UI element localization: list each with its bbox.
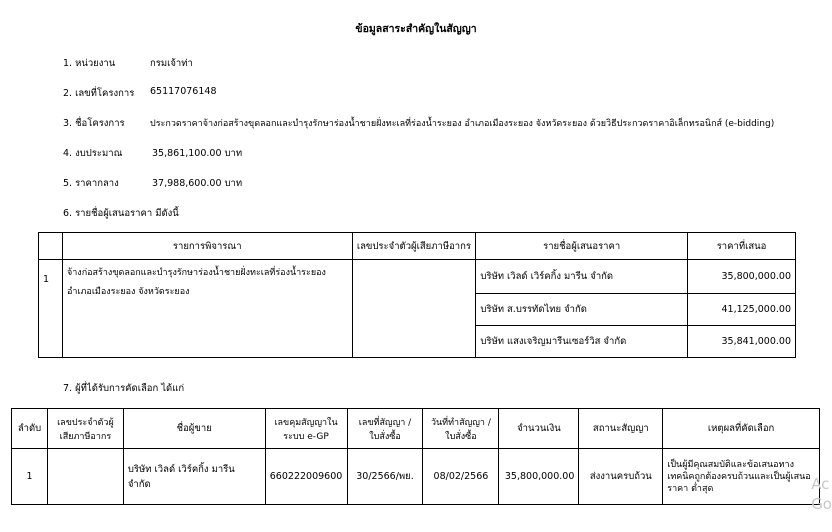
header-cell: จำนวนเงิน	[499, 409, 579, 449]
activation-watermark	[811, 474, 832, 514]
field-value: 35,861,100.00 บาท	[152, 148, 243, 159]
header-cell: เลขประจำตัวผู้เสียภาษีอากร	[47, 409, 123, 449]
header-cell: ลำดับ	[12, 409, 48, 449]
header-cell: เลขที่สัญญา / ใบสั่งซื้อ	[347, 409, 423, 449]
bidder-price: 35,800,000.00	[688, 260, 796, 294]
selection-reason: เป็นผู้มีคุณสมบัติและข้อเสนอทางเทคนิคถูกต้องครบถ้วนและเป็นผู้เสนอราคา ต่ำสุด	[663, 449, 820, 505]
tax-id-cell	[47, 449, 123, 505]
field-label: 5. ราคากลาง	[63, 178, 119, 189]
row-number: 1	[12, 449, 48, 505]
contract-amount: 35,800,000.00	[499, 449, 579, 505]
vendor-name: บริษัท เวิลด์ เวิร์คกิ้ง มารีน จำกัด	[123, 449, 265, 505]
field-value: 37,988,600.00 บาท	[152, 178, 243, 189]
header-cell: เลขคุมสัญญาในระบบ e-GP	[265, 409, 347, 449]
table-row	[39, 260, 796, 294]
table-header-row	[39, 233, 796, 260]
table-header-row	[12, 409, 820, 449]
watermark-line: Ac	[811, 475, 830, 493]
field-label: 2. เลขที่โครงการ	[63, 88, 135, 99]
bidders-heading: 6. รายชื่อผู้เสนอราคา มีดังนี้	[63, 208, 179, 219]
field-value: 65117076148	[150, 86, 217, 97]
header-cell: วันที่ทำสัญญา / ใบสั่งซื้อ	[423, 409, 499, 449]
header-cell: รายชื่อผู้เสนอราคา	[476, 233, 688, 260]
watermark-line: Go	[811, 495, 832, 513]
header-cell: เหตุผลที่คัดเลือก	[663, 409, 820, 449]
bidder-name: บริษัท เวิลด์ เวิร์คกิ้ง มารีน จำกัด	[476, 260, 688, 294]
selected-heading: 7. ผู้ที่ได้รับการคัดเลือก ได้แก่	[63, 383, 185, 394]
bidder-price: 41,125,000.00	[688, 294, 796, 326]
bidder-name: บริษัท ส.บรรทัดไทย จำกัด	[476, 294, 688, 326]
page-title: ข้อมูลสาระสำคัญในสัญญา	[355, 23, 477, 35]
header-cell: ราคาที่เสนอ	[688, 233, 796, 260]
table-row	[12, 449, 820, 505]
field-value: ประกวดราคาจ้างก่อสร้างขุดลอกและบำรุงรักษาร่องน้ำชายฝั่งทะเลที่ร่องน้ำระยอง อำเภอเมืองระยอง จังหวัดระยอง ด้วยวิธีประกวดราคาอิเล็กทรอนิกส์ (e-bidding)	[150, 119, 775, 129]
tax-id-cell	[352, 260, 476, 358]
egp-number: 660222009600	[265, 449, 347, 505]
item-description: จ้างก่อสร้างขุดลอกและบำรุงรักษาร่องน้ำชายฝั่งทะเลที่ร่องน้ำระยอง อำเภอเมืองระยอง จังหวัดระยอง	[62, 260, 352, 358]
header-cell: ชื่อผู้ขาย	[123, 409, 265, 449]
field-label: 3. ชื่อโครงการ	[63, 118, 125, 129]
header-cell: รายการพิจารณา	[62, 233, 352, 260]
selected-table	[11, 408, 820, 505]
bidder-name: บริษัท แสงเจริญมารีนเซอร์วิส จำกัด	[476, 326, 688, 358]
bidders-table	[38, 232, 796, 358]
header-cell: สถานะสัญญา	[579, 409, 663, 449]
contract-date: 08/02/2566	[423, 449, 499, 505]
contract-number: 30/2566/พย.	[347, 449, 423, 505]
field-value: กรมเจ้าท่า	[150, 58, 193, 69]
field-label: 1. หน่วยงาน	[63, 58, 116, 69]
header-cell: เลขประจำตัวผู้เสียภาษีอากร	[352, 233, 476, 260]
bidder-price: 35,841,000.00	[688, 326, 796, 358]
field-label: 4. งบประมาณ	[63, 148, 123, 159]
header-cell	[39, 233, 63, 260]
contract-status: ส่งงานครบถ้วน	[579, 449, 663, 505]
item-number: 1	[39, 260, 63, 358]
